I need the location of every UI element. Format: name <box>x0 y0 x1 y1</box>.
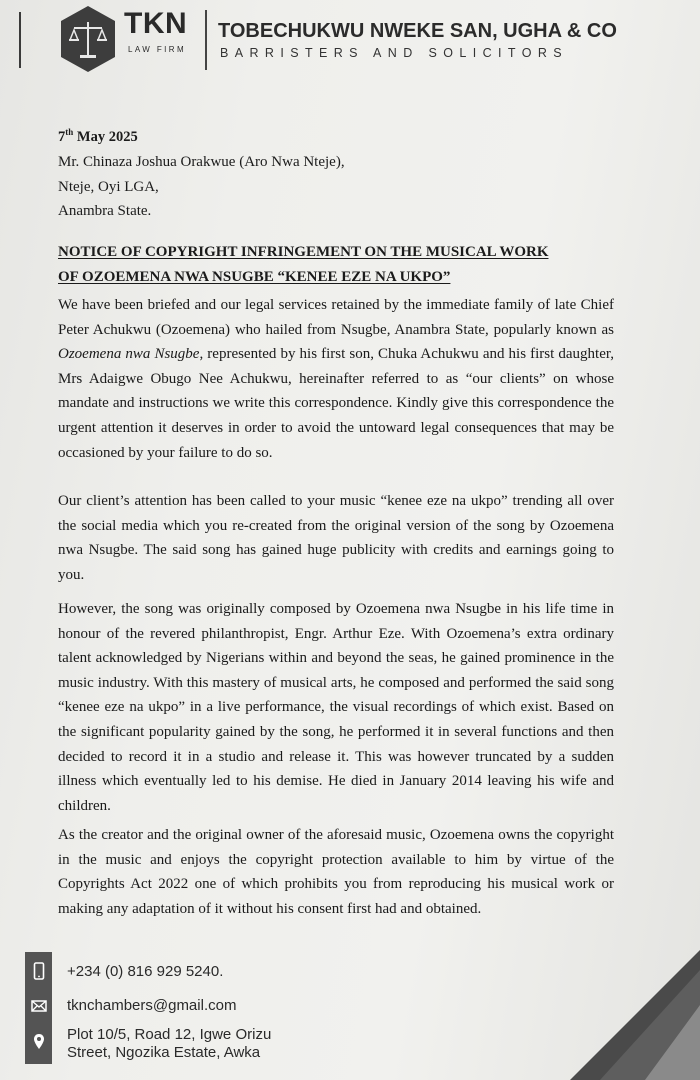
phone-icon <box>25 960 52 982</box>
recipient-line: Nteje, Oyi LGA, <box>58 178 159 195</box>
body-paragraph-4: As the creator and the original owner of the aforesaid music, Ozoemena owns the copyright in the music and enjoys the copyright protection available to him by virtue of the Copyrights Act 2022 one of which prohibits you from reproducing his musical work or making any adaptation of it without his consent first had and obtained. <box>58 827 614 917</box>
location-pin-icon <box>25 1030 52 1052</box>
firm-name: TOBECHUKWU NWEKE SAN, UGHA & CO <box>218 20 617 42</box>
page-edge-line <box>19 12 21 68</box>
firm-tagline: BARRISTERS AND SOLICITORS <box>220 46 569 60</box>
decorative-corner-shape <box>560 950 700 1080</box>
footer-address-line-2: Street, Ngozika Estate, Awka <box>67 1044 261 1061</box>
footer-phone: +234 (0) 816 929 5240. <box>67 963 224 980</box>
body-paragraph-1: We have been briefed and our legal services retained by the immediate family of late Chief Peter Achukwu (Ozoemena) who hailed from Nsugbe, Anambra State, popularly known as Ozoemena nwa Nsugbe, represented by his first son, Chuka Achukwu and his first daughter, Mrs Adaigwe Obugo Nee Achukwu, hereinafter referred to as “our clients” on whose mandate and instructions we write this correspondence. Kindly give this correspondence the urgent attention it deserves in order to avoid the untoward legal consequences that may be occasioned by your failure to do so. <box>58 297 614 461</box>
recipient-line: Mr. Chinaza Joshua Orakwue (Aro Nwa Nteje), <box>58 154 345 170</box>
body-paragraph-3: However, the song was originally composed by Ozoemena nwa Nsugbe in his life time in honour of the revered philanthropist, Engr. Arthur Eze. With Ozoemena’s extra ordinary talent acknowledged by Nigerians within and beyond the seas, he gained prominence in the music industry. With this mastery of musical arts, he composed and performed the said song “kenee eze na ukpo” in a live performance, the visual recordings of which exist. Based on the significant popularity gained by the song, he performed it in several functions and then decided to record it in a studio and release it. This was however truncated by a sudden illness which eventually led to his demise. He died in January 2014 leaving his wife and children. <box>58 601 614 814</box>
letter-subject: NOTICE OF COPYRIGHT INFRINGEMENT ON THE MUSICAL WORK OF OZOEMENA NWA NSUGBE “KENEE EZE NA UKPO” <box>58 244 549 285</box>
body-paragraph-2: Our client’s attention has been called to your music “kenee eze na ukpo” trending all over the social media which you re-created from the original version of the song by Ozoemena nwa Nsugbe. The said song has gained huge publicity with credits and earnings going to you. <box>58 493 614 583</box>
footer-address-line-1: Plot 10/5, Road 12, Igwe Orizu <box>67 1026 272 1043</box>
scales-logo-icon <box>58 4 118 74</box>
mail-icon <box>25 995 52 1017</box>
letter-date: 7th May 2025 <box>58 127 138 145</box>
recipient-address <box>58 150 345 224</box>
recipient-line: Anambra State. <box>58 203 152 219</box>
footer-email: tknchambers@gmail.com <box>67 997 237 1014</box>
firm-abbreviation-subtitle: LAW FIRM <box>128 45 187 54</box>
header-divider <box>205 10 207 70</box>
firm-abbreviation: TKN <box>124 7 188 40</box>
